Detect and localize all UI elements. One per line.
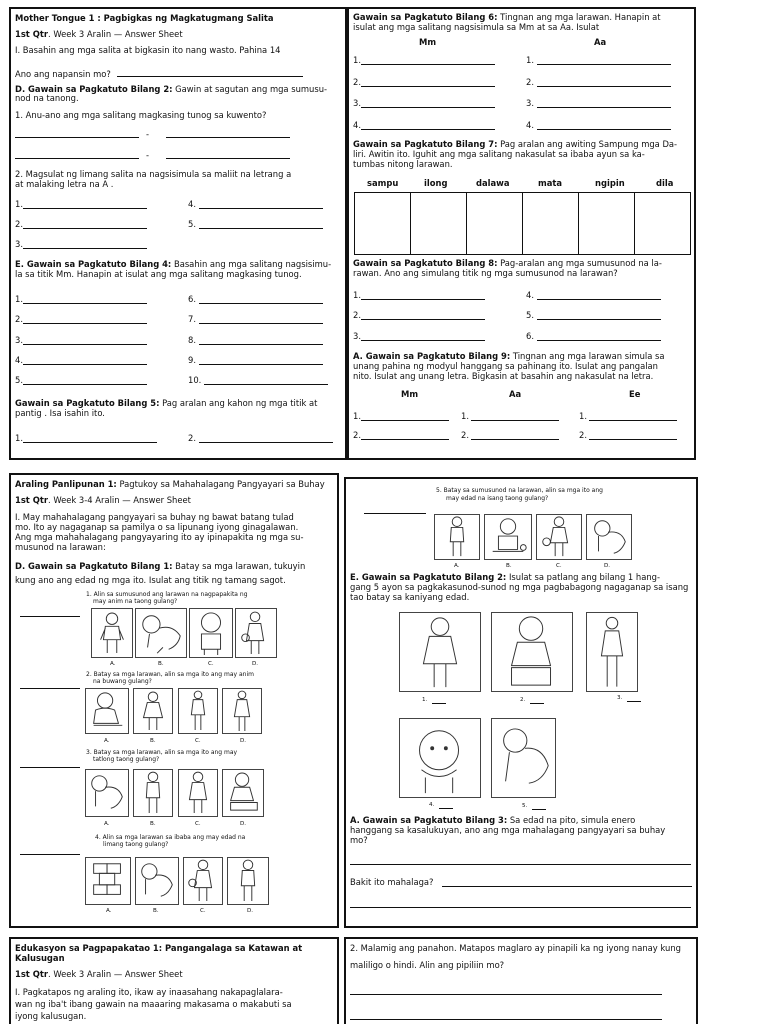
question-3-cont: tatlong taong gulang? [93, 756, 160, 763]
option-label: A. [104, 821, 110, 827]
gawain-9-instruction: A. Gawain sa Pagkatuto Bilang 9: Tingnan ang mga larawan simula sa [353, 351, 665, 361]
answer-line[interactable] [23, 442, 157, 443]
option-label: D. [240, 738, 247, 744]
gawain-1-instruction-cont: kung ano ang edad ng mga ito. Isulat ang titik ng tamang sagot. [15, 575, 286, 585]
column-aa: Aa [594, 37, 607, 47]
gawain-4-instruction-cont: la sa titik Mm. Hanapin at isulat ang mga salitang magkasing tunog. [15, 269, 302, 279]
quarter-line: 1st Qtr. Week 3-4 Aralin — Answer Sheet [15, 495, 191, 505]
item-number: 1. [461, 411, 469, 421]
item-number: 3. [353, 331, 361, 341]
araling-panlipunan-title: Araling Panlipunan 1: Pagtukoy sa Mahahalagang Pangyayari sa Buhay [15, 479, 325, 489]
item-number: 5. [526, 310, 534, 320]
section-i-text: I. Basahin ang mga salita at bigkasin ito nang wasto. Pahina 14 [15, 45, 281, 55]
answer-line[interactable] [23, 303, 147, 304]
answer-line[interactable] [530, 703, 544, 704]
girl-with-ball-figure [183, 857, 223, 905]
item-number: 4. [353, 120, 361, 130]
sequence-label: 4. [429, 802, 435, 808]
answer-line[interactable] [199, 323, 323, 324]
column-aa: Aa [509, 389, 522, 399]
word-ilong: ilong [424, 178, 448, 188]
item-number: 4. [526, 120, 534, 130]
item-number: 1. [15, 294, 23, 304]
answer-line[interactable] [471, 420, 559, 421]
answer-line[interactable] [537, 340, 661, 341]
word-dalawa: dalawa [476, 178, 510, 188]
question-4-cont: limang taong gulang? [103, 841, 169, 848]
item-number: 1. [353, 290, 361, 300]
option-label: A. [110, 661, 116, 667]
gawain-5-instruction-cont: pantig . Isa isahin ito. [15, 408, 105, 418]
answer-line[interactable] [361, 420, 449, 421]
answer-line[interactable] [23, 364, 147, 365]
option-label: D. [252, 661, 259, 667]
item-number: 9. [188, 355, 196, 365]
option-label: A. [454, 563, 460, 569]
answer-line[interactable] [350, 1019, 662, 1020]
baby-crawling-figure [135, 857, 179, 905]
item-number: 2. [353, 430, 361, 440]
answer-line[interactable] [537, 64, 671, 65]
question-2-cont: na buwang gulang? [93, 678, 152, 685]
toddler-with-toys-figure [484, 514, 532, 560]
baby-sitting-figure [85, 688, 129, 734]
question-2: 2. Malamig ang panahon. Matapos maglaro ay pinapili ka ng iyong nanay kung [350, 943, 681, 953]
gawain-7-instruction-cont: liri. Awitin ito. Iguhit ang mga salitang nakasulat sa ibaba ayun sa ka- [353, 149, 645, 159]
answer-line[interactable] [589, 439, 677, 440]
hopscotch-figure [85, 857, 131, 905]
teen-standing-figure [178, 688, 218, 734]
option-label: C. [208, 661, 214, 667]
answer-line[interactable] [15, 137, 139, 138]
section-i-text: I. Pagkatapos ng araling ito, ikaw ay inaasahang nakapaglalara- [15, 987, 283, 997]
answer-line[interactable] [23, 323, 147, 324]
answer-line[interactable] [361, 319, 485, 320]
question-3: 3. Batay sa mga larawan, alin sa mga ito ang may [86, 749, 238, 756]
baby-crawling-figure [586, 514, 632, 560]
gawain-6-9-panel [347, 7, 696, 460]
option-label: B. [150, 821, 156, 827]
bakit-question: Bakit ito mahalaga? [350, 877, 434, 887]
drawing-box[interactable] [411, 193, 467, 255]
girl-with-ball-figure [235, 608, 277, 658]
question-1: 1. Alin sa sumusunod ang larawan na nagpapakita ng [86, 591, 248, 598]
sequence-label: 1. [422, 697, 428, 703]
column-ee: Ee [629, 389, 641, 399]
sequence-label: 5. [522, 803, 528, 809]
drawing-table [354, 192, 691, 255]
item-number: 4. [188, 199, 196, 209]
boy-standing-figure [133, 769, 173, 817]
item-number: 1. [353, 55, 361, 65]
gawain-3-instruction-cont: mo? [350, 835, 368, 845]
option-label: C. [195, 738, 201, 744]
question-1-cont: may anim na taong gulang? [93, 598, 178, 605]
answer-line[interactable] [361, 129, 495, 130]
item-number: 5. [15, 375, 23, 385]
answer-line[interactable] [537, 319, 661, 320]
answer-line[interactable] [361, 439, 449, 440]
dash-separator: - [146, 150, 150, 160]
child-sitting-figure [491, 612, 573, 692]
gawain-2-instruction: E. Gawain sa Pagkatuto Bilang 2: Isulat sa patlang ang bilang 1 hang- [350, 572, 661, 582]
gawain-7-instruction-cont: tumbas nitong larawan. [353, 159, 453, 169]
word-mata: mata [538, 178, 563, 188]
option-label: B. [158, 661, 164, 667]
answer-line[interactable] [439, 808, 453, 809]
answer-line[interactable] [532, 809, 546, 810]
item-number: 2. [15, 314, 23, 324]
araling-panlipunan-panel [9, 473, 339, 928]
child-standing-figure [91, 608, 133, 658]
gawain-3-instruction-cont: hanggang sa kasalukuyan, ano ang mga mahalagang pangyayari sa buhay [350, 825, 666, 835]
napansin-question: Ano ang napansin mo? [15, 69, 111, 79]
option-label: D. [604, 563, 611, 569]
answer-line[interactable] [20, 616, 80, 617]
item-number: 6. [526, 331, 534, 341]
boy-standing-figure [227, 857, 269, 905]
answer-line[interactable] [23, 384, 147, 385]
gawain-3-instruction: A. Gawain sa Pagkatuto Bilang 3: Sa edad na pito, simula enero [350, 815, 636, 825]
sequence-label: 3. [617, 695, 623, 701]
answer-line[interactable] [471, 439, 559, 440]
item-number: 1. [15, 199, 23, 209]
option-label: C. [200, 908, 206, 914]
section-i-text: wan ng iba't ibang gawain na maaaring makasama o makabuti sa [15, 999, 292, 1009]
answer-line[interactable] [442, 886, 692, 887]
gawain-7-instruction: Gawain sa Pagkatuto Bilang 7: Pag aralan ang awiting Sampung mga Da- [353, 139, 678, 149]
item-number: 7. [188, 314, 196, 324]
drawing-box[interactable] [355, 193, 411, 255]
section-i-text: I. May mahahalagang pangyayari sa buhay ng bawat batang tulad [15, 512, 294, 522]
answer-line[interactable] [627, 701, 641, 702]
esp-title: Edukasyon sa Pagpapakatao 1: Pangangalaga sa Katawan at [15, 943, 303, 953]
item-number: 2. [15, 219, 23, 229]
woman-standing-figure [222, 688, 262, 734]
option-label: D. [247, 908, 254, 914]
option-label: D. [240, 821, 247, 827]
question-1: 1. Anu-ano ang mga salitang magkasing tunog sa kuwento? [15, 110, 267, 120]
item-number: 8. [188, 335, 196, 345]
item-number: 2. [353, 77, 361, 87]
answer-line[interactable] [199, 228, 323, 229]
question-2-cont: at malaking letra na A . [15, 179, 114, 189]
item-number: 1. [579, 411, 587, 421]
item-number: 2. [461, 430, 469, 440]
drawing-box[interactable] [635, 193, 691, 255]
girl-with-ball-figure [536, 514, 582, 560]
answer-line[interactable] [589, 420, 677, 421]
item-number: 10. [188, 375, 202, 385]
answer-line[interactable] [537, 299, 661, 300]
gawain-2-instruction-cont: tao batay sa kaniyang edad. [350, 592, 470, 602]
answer-line[interactable] [364, 513, 426, 514]
option-label: A. [104, 738, 110, 744]
dash-separator: - [146, 129, 150, 139]
item-number: 2. [188, 433, 196, 443]
mother-tongue-title: Mother Tongue 1 : Pagbigkas ng Magkatugmang Salita [15, 13, 274, 23]
answer-line[interactable] [20, 688, 80, 689]
section-i-text: mo. Ito ay nagaganap sa pamilya o sa lipunang iyong ginagalawan. [15, 522, 299, 532]
answer-line[interactable] [117, 76, 303, 77]
baby-crawling-figure [491, 718, 556, 798]
item-number: 2. [353, 310, 361, 320]
answer-line[interactable] [23, 248, 147, 249]
answer-line[interactable] [350, 907, 691, 908]
gawain-9-instruction-cont: unang pahina ng modyul hanggang sa pahinang ito. Isulat ang pangalan [353, 361, 658, 371]
answer-line[interactable] [199, 303, 323, 304]
word-dila: dila [656, 178, 674, 188]
column-mm: Mm [419, 37, 437, 47]
gawain-2-instruction-cont: nod na tanong. [15, 93, 79, 103]
girl-standing-figure [133, 688, 173, 734]
girl-standing-figure [178, 769, 218, 817]
answer-line[interactable] [166, 158, 290, 159]
araling-panlipunan-cont-panel [344, 477, 698, 928]
answer-line[interactable] [361, 299, 485, 300]
boy-standing-figure [434, 514, 480, 560]
answer-line[interactable] [20, 767, 80, 768]
option-label: B. [150, 738, 156, 744]
answer-line[interactable] [199, 208, 323, 209]
item-number: 4. [526, 290, 534, 300]
item-number: 2. [526, 77, 534, 87]
question-5-cont: may edad na isang taong gulang? [446, 495, 549, 502]
answer-line[interactable] [166, 137, 290, 138]
baby-thinking-figure [399, 718, 481, 798]
esp-panel [9, 937, 339, 1024]
answer-line[interactable] [23, 208, 147, 209]
gawain-4-instruction: E. Gawain sa Pagkatuto Bilang 4: Basahin ang mga salitang nagsisimu- [15, 259, 332, 269]
gawain-2-instruction-cont: gang 5 ayon sa pagkakasunod-sunod ng mga pagbabagong nagaganap sa isang [350, 582, 689, 592]
gawain-9-instruction-cont: nito. Isulat ang unang letra. Bigkasin at basahin ang nakasulat na letra. [353, 371, 654, 381]
mother-tongue-panel [9, 7, 347, 460]
question-5: 5. Batay sa sumusunod na larawan, alin sa mga ito ang [436, 487, 603, 494]
answer-line[interactable] [204, 384, 328, 385]
quarter-line: 1st Qtr. Week 3 Aralin — Answer Sheet [15, 29, 183, 39]
answer-line[interactable] [23, 228, 147, 229]
gawain-5-instruction: Gawain sa Pagkatuto Bilang 5: Pag aralan ang kahon ng mga titik at [15, 398, 318, 408]
item-number: 3. [353, 98, 361, 108]
gawain-8-instruction-cont: rawan. Ano ang simulang titik ng mga sumusunod na larawan? [353, 268, 618, 278]
option-label: B. [153, 908, 159, 914]
answer-line[interactable] [20, 854, 80, 855]
answer-line[interactable] [199, 442, 333, 443]
question-4: 4. Alin sa mga larawan sa ibaba ang may edad na [95, 834, 246, 841]
gawain-6-instruction: Gawain sa Pagkatuto Bilang 6: Tingnan ang mga larawan. Hanapin at [353, 12, 661, 22]
question-2-cont: maliligo o hindi. Alin ang pipiliin mo? [350, 960, 505, 970]
drawing-box[interactable] [523, 193, 579, 255]
answer-line[interactable] [432, 703, 446, 704]
gawain-1-instruction: D. Gawain sa Pagkatuto Bilang 1: Batay sa mga larawan, tukuyin [15, 561, 306, 571]
answer-line[interactable] [350, 864, 691, 865]
section-i-text: iyong kalusugan. [15, 1011, 87, 1021]
girl-standing-figure [399, 612, 481, 692]
item-number: 4. [15, 355, 23, 365]
answer-line[interactable] [361, 340, 485, 341]
sequence-label: 2. [520, 697, 526, 703]
answer-line[interactable] [361, 107, 495, 108]
toddler-figure [189, 608, 233, 658]
answer-line[interactable] [199, 364, 323, 365]
item-number: 6. [188, 294, 196, 304]
answer-line[interactable] [15, 158, 139, 159]
item-number: 3. [526, 98, 534, 108]
answer-line[interactable] [537, 107, 671, 108]
word-sampu: sampu [367, 178, 399, 188]
gawain-6-instruction-cont: isulat ang mga salitang nagsisimula sa Mm at sa Aa. Isulat [353, 22, 600, 32]
answer-line[interactable] [23, 344, 147, 345]
option-label: A. [106, 908, 112, 914]
gawain-2-instruction: D. Gawain sa Pagkatuto Bilang 2: Gawin at sagutan ang mga sumusu- [15, 84, 328, 94]
answer-line[interactable] [537, 86, 671, 87]
item-number: 1. [526, 55, 534, 65]
column-mm: Mm [401, 389, 419, 399]
child-sitting-figure [222, 769, 264, 817]
option-label: C. [556, 563, 562, 569]
question-2: 2. Magsulat ng limang salita na nagsisimula sa maliit na letrang a [15, 169, 292, 179]
answer-line[interactable] [199, 344, 323, 345]
word-ngipin: ngipin [595, 178, 625, 188]
section-i-text: musunod na larawan: [15, 542, 106, 552]
esp-title-cont: Kalusugan [15, 953, 65, 963]
woman-standing-figure [586, 612, 638, 692]
quarter-line: 1st Qtr. Week 3 Aralin — Answer Sheet [15, 969, 183, 979]
baby-crawling-figure [85, 769, 129, 817]
answer-line[interactable] [361, 64, 495, 65]
question-2: 2. Batay sa mga larawan, alin sa mga ito ang may anim [86, 671, 254, 678]
gawain-8-instruction: Gawain sa Pagkatuto Bilang 8: Pag-aralan ang mga sumusunod na la- [353, 258, 662, 268]
item-number: 1. [15, 433, 23, 443]
item-number: 1. [353, 411, 361, 421]
option-label: B. [506, 563, 512, 569]
item-number: 2. [579, 430, 587, 440]
option-label: C. [195, 821, 201, 827]
item-number: 3. [15, 335, 23, 345]
answer-line[interactable] [350, 994, 662, 995]
baby-crawling-figure [135, 608, 187, 658]
item-number: 5. [188, 219, 196, 229]
item-number: 3. [15, 239, 23, 249]
answer-line[interactable] [537, 129, 671, 130]
answer-line[interactable] [361, 86, 495, 87]
esp-question-panel [344, 937, 698, 1024]
drawing-box[interactable] [467, 193, 523, 255]
drawing-box[interactable] [579, 193, 635, 255]
section-i-text: Ang mga mahahalagang pangyayaring ito ay ipinapakita ng mga su- [15, 532, 304, 542]
